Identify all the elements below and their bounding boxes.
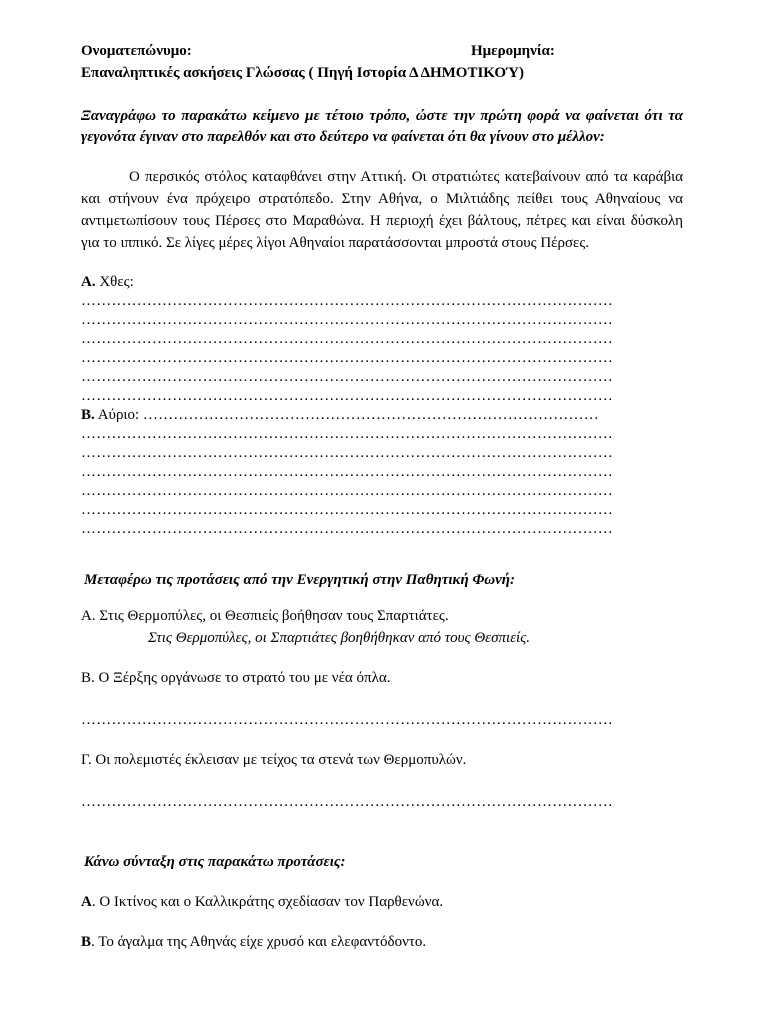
header-row — [81, 40, 686, 62]
exercise1-instruction: Ξαναγράφω το παρακάτω κείμενο με τέτοιο τρόπο, ώστε την πρώτη φορά να φαίνεται ότι τα γεγονότα έγιναν στο παρελθόν και στο δεύτερο να φαίνεται ότι θα γίνουν στο μέλλον: — [81, 108, 683, 145]
answer-line[interactable]: …………………………………………………………………………………………… — [81, 293, 613, 309]
answer-line[interactable]: …………………………………………………………………………………………… — [81, 350, 613, 366]
worksheet-subtitle: Επαναληπτικές ασκήσεις Γλώσσας ( Πηγή Ιστορία Δ ΔΗΜΟΤΙΚΟΎ) — [81, 65, 524, 81]
answer-line[interactable]: …………………………………………………………………………………………… — [81, 369, 613, 385]
part-a-label — [81, 273, 686, 292]
part-b-text: Αύριο: — [94, 407, 143, 423]
exercise2-sentence-c: Γ. Οι πολεμιστές έκλεισαν με τείχος τα στενά των Θερμοπυλών. — [81, 752, 467, 768]
answer-line[interactable]: …………………………………………………………………………………………… — [81, 331, 613, 347]
exercise2-sentence-b: Β. Ο Ξέρξης οργάνωσε το στρατό του με νέα όπλα. — [81, 670, 391, 686]
exercise1-passage: Ο περσικός στόλος καταφθάνει στην Αττική. Οι στρατιώτες κατεβαίνουν από τα καράβια και στήνουν ένα πρόχειρο στρατόπεδο. Στην Αθήνα, ο Μιλτιάδης πείθει τους Αθηναίους να αντιμετωπίσουν τους Πέρσες στο Μαραθώνα. Η περιοχή έχει βάλτους, πέτρες και είναι δύσκολη για το ιππικό. Σε λίγες μέρες λίγοι Αθηναίοι παρατάσσονται μπροστά στους Πέρσες. — [81, 169, 683, 251]
sentence-b-text: . Το άγαλμα της Αθηνάς είχε χρυσό και ελεφαντόδοντο. — [91, 934, 427, 950]
answer-line[interactable]: …………………………………………………………………………………………… — [81, 712, 613, 728]
date-label: Ημερομηνία: — [471, 43, 555, 59]
answer-line[interactable]: …………………………………………………………………………………………… — [81, 464, 613, 480]
sentence-a-letter: Α — [81, 894, 92, 910]
answer-line[interactable]: …………………………………………………………………………………………… — [81, 426, 613, 442]
exercise3-sentence-b — [81, 931, 686, 953]
answer-line[interactable]: …………………………………………………………………………………………… — [81, 483, 613, 499]
part-a-text: Χθες: — [95, 274, 134, 290]
sentence-a-text: . Ο Ικτίνος και ο Καλλικράτης σχεδίασαν τον Παρθενώνα. — [91, 894, 444, 910]
answer-line[interactable]: …………………………………………………………………………………………… — [81, 502, 613, 518]
answer-line[interactable]: …………………………………………………………………………………………… — [81, 521, 613, 537]
answer-line[interactable]: ……………………………………………………………………………… — [142, 407, 599, 423]
worksheet-page — [81, 40, 686, 953]
answer-line[interactable]: …………………………………………………………………………………………… — [81, 312, 613, 328]
exercise2-sentence-a: Α. Στις Θερμοπύλες, οι Θεσπιείς βοήθησαν τους Σπαρτιάτες. — [81, 608, 449, 624]
answer-line[interactable]: …………………………………………………………………………………………… — [81, 388, 613, 404]
exercise2-example-answer: Στις Θερμοπύλες, οι Σπαρτιάτες βοηθήθηκαν από τους Θεσπιείς. — [148, 630, 531, 646]
exercise3-title: Κάνω σύνταξη στις παρακάτω προτάσεις: — [84, 854, 346, 870]
part-b-row — [81, 406, 686, 425]
part-b-letter: Β. — [81, 407, 95, 423]
exercise2-title: Μεταφέρω τις προτάσεις από την Ενεργητική στην Παθητική Φωνή: — [84, 572, 516, 588]
answer-line[interactable]: …………………………………………………………………………………………… — [81, 794, 613, 810]
exercise3-sentence-a — [81, 891, 686, 913]
name-label: Ονοματεπώνυμο: — [81, 43, 192, 59]
sentence-b-letter: Β — [81, 934, 92, 950]
part-a-letter: Α. — [81, 274, 96, 290]
answer-line[interactable]: …………………………………………………………………………………………… — [81, 445, 613, 461]
